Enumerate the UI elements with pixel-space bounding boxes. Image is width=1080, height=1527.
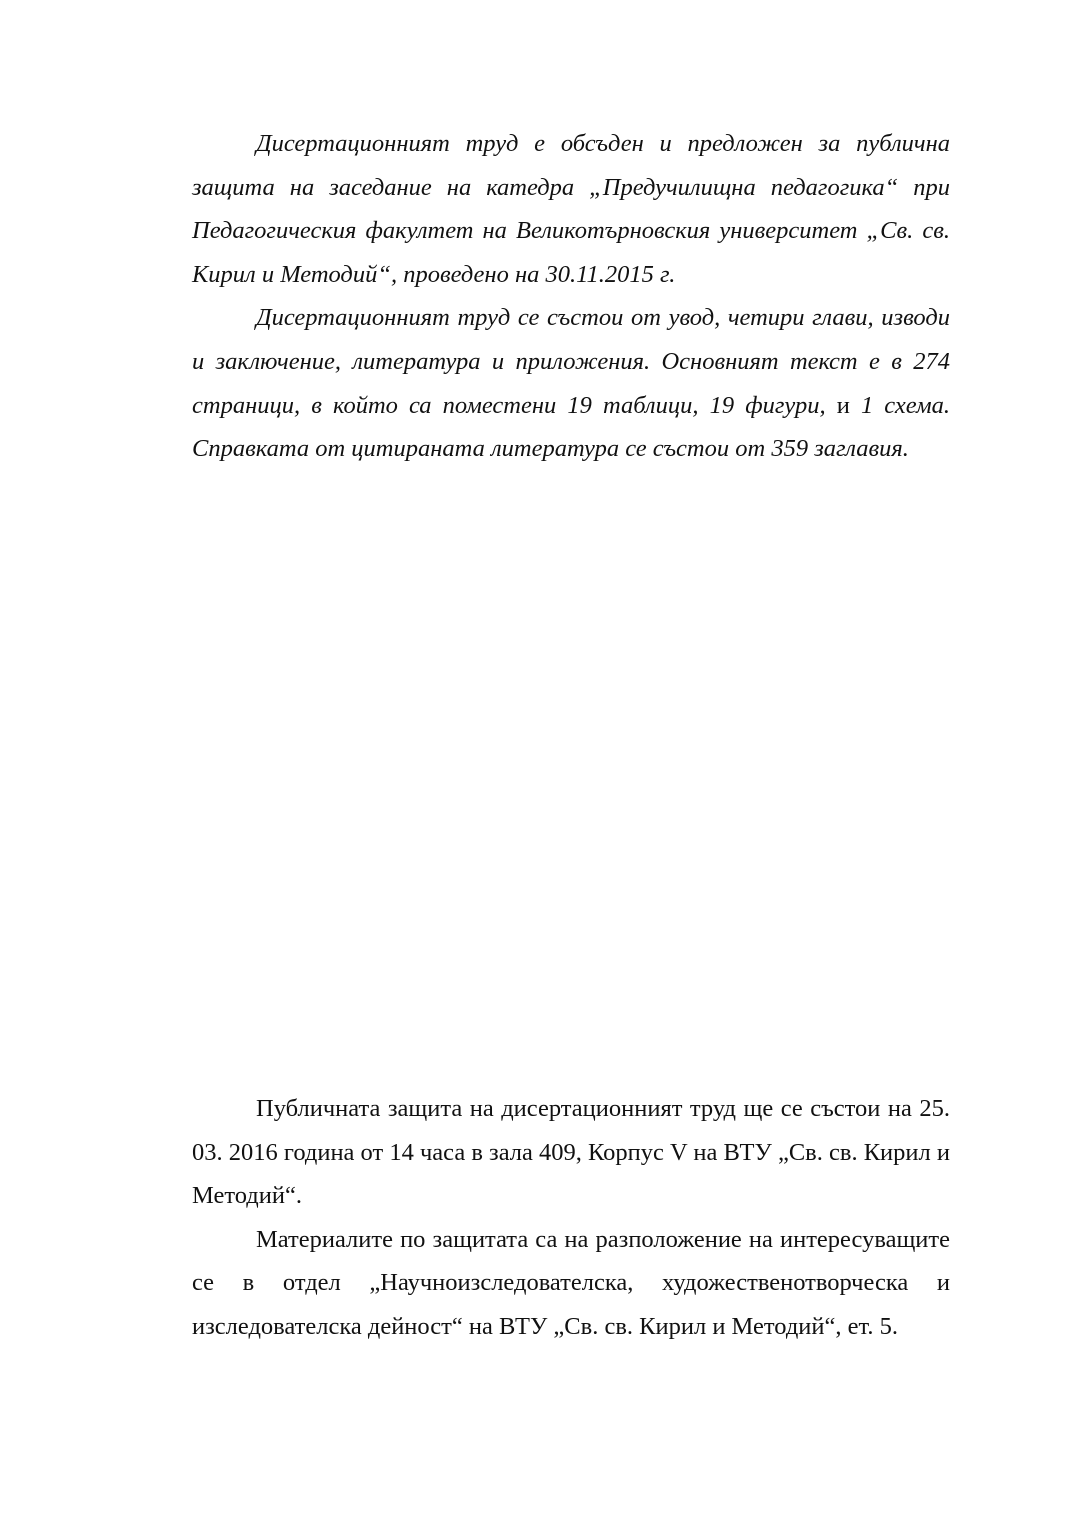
materials-paragraph: Материалите по защитата са на разположение на интересуващите се в отдел „Научноизследователска, художественотворческа и изследователска дейност“ на ВТУ „Св. св. Кирил и Методий“, ет. 5. (192, 1225, 950, 1340)
defense-date-paragraph: Публичната защита на дисертационният труд ще се състои на 25. 03. 2016 година от 14 часа в зала 409, Корпус V на ВТУ „Св. св. Кирил и Методий“. (192, 1095, 950, 1210)
structure-conjunction: и (825, 391, 861, 419)
structure-text-part2: 1 схема. Справката от цитираната литература се състои от 359 заглавия. (192, 391, 950, 463)
structure-text-part1: Дисертационният труд се състои от увод, четири глави, изводи и заключение, литература и приложения. Основният текст е в 274 страници, в който са поместени 19 таблици, 19 фигури, (192, 304, 950, 419)
discussion-paragraph: Дисертационният труд е обсъден и предложен за публична защита на заседание на катедра „Предучилищна педагогика“ при Педагогическия факултет на Великотърновския университет „Св. св. Кирил и Методий“, проведено на 30.11.2015 г. (192, 130, 950, 288)
dissertation-info-section (192, 122, 950, 471)
structure-paragraph (192, 296, 950, 470)
defense-info-section (192, 1087, 950, 1349)
